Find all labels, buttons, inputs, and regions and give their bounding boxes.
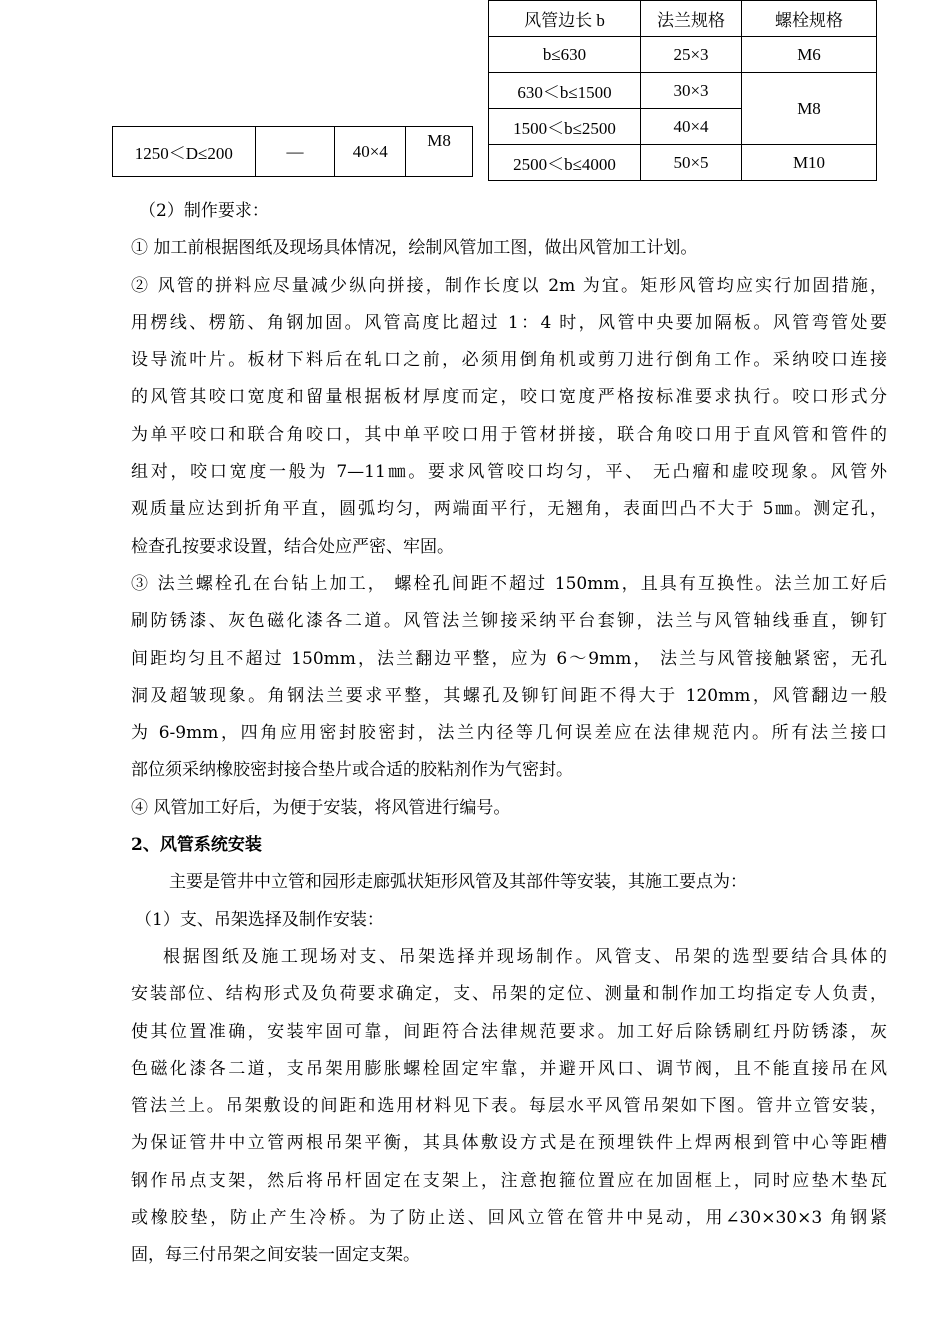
table-row (489, 37, 877, 73)
table-cell: M8 (742, 73, 877, 145)
paragraph-line: 为保证管井中立管两根吊架平衡，其具体敷设方式是在预埋铁件上焊两根到管中心等距槽 (131, 1133, 887, 1154)
paragraph-line: 设导流叶片。板材下料后在轧口之前，必须用倒角机或剪刀进行倒角工作。采纳咬口连接 (131, 350, 887, 371)
table-row (489, 145, 877, 181)
table-cell: M10 (742, 145, 877, 181)
table-cell: 1500＜b≤2500 (489, 109, 641, 145)
paragraph-line: 管法兰上。吊架敷设的间距和选用材料见下表。每层水平风管吊架如下图。管井立管安装， (131, 1096, 887, 1117)
flange-table-round (112, 126, 473, 177)
table-row (489, 73, 877, 109)
table-cell: 630＜b≤1500 (489, 73, 641, 109)
paragraph-line: 组对，咬口宽度一般为 7—11㎜。要求风管咬口均匀，平、 无凸瘤和虚咬现象。风管外 (131, 462, 887, 483)
paragraph-line: 根据图纸及施工现场对支、吊架选择并现场制作。风管支、吊架的选型要结合具体的 (163, 946, 887, 967)
paragraph-line: 色磁化漆各二道，支吊架用膨胀螺栓固定牢靠，并避开风口、调节阀，且不能直接吊在风 (131, 1058, 887, 1079)
table-cell: 30×3 (641, 73, 742, 109)
paragraph-line: 检查孔按要求设置，结合处应严密、牢固。 (131, 536, 454, 557)
column-header: 法兰规格 (641, 1, 742, 37)
paragraph-line: 或橡胶垫，防止产生冷桥。为了防止送、回风立管在管井中晃动，用∠30×30×3 角钢紧 (131, 1208, 887, 1229)
paragraph-line: ② 风管的拼料应尽量减少纵向拼接，制作长度以 2m 为宜。矩形风管均应实行加固措施， (131, 275, 887, 296)
section-title: 风管系统安装 (159, 835, 262, 856)
table-cell: 1250＜D≤200 (113, 127, 256, 177)
paragraph-line: 为 6-9mm，四角应用密封胶密封，法兰内径等几何误差应在法律规范内。所有法兰接口 (131, 723, 887, 744)
table-cell: 2500＜b≤4000 (489, 145, 641, 181)
section-number: 2、 (131, 835, 160, 856)
paragraph-line: 间距均匀且不超过 150mm，法兰翻边平整，应为 6～9mm， 法兰与风管接触紧密，无孔 (131, 648, 887, 669)
paragraph-line: 刷防锈漆、灰色磁化漆各二道。风管法兰铆接采纳平台套铆，法兰与风管轴线垂直，铆钉 (131, 611, 887, 632)
paragraph-line: 使其位置准确，安装牢固可靠，间距符合法律规范要求。加工好后除锈刷红丹防锈漆，灰 (131, 1021, 887, 1042)
table-cell: M6 (742, 37, 877, 73)
paragraph-line: ④ 风管加工好后，为便于安装，将风管进行编号。 (131, 797, 511, 818)
table-cell: 25×3 (641, 37, 742, 73)
table-cell: M8 (406, 127, 473, 177)
subheading: （1）支、吊架选择及制作安装： (135, 909, 384, 930)
paragraph-line: 部位须采纳橡胶密封接合垫片或合适的胶粘剂作为气密封。 (131, 760, 573, 781)
column-header: 螺栓规格 (742, 1, 877, 37)
section-heading (131, 827, 887, 864)
paragraph-line: 的风管其咬口宽度和留量根据板材厚度而定，咬口宽度严格按标准要求执行。咬口形式分 (131, 387, 887, 408)
paragraph-line: 安装部位、结构形式及负荷要求确定，支、吊架的定位、测量和制作加工均指定专人负责， (131, 984, 887, 1005)
table-cell: b≤630 (489, 37, 641, 73)
body-text (131, 193, 887, 1275)
table-header-row (489, 1, 877, 37)
paragraph-line: 主要是管井中立管和园形走廊弧状矩形风管及其部件等安装，其施工要点为： (169, 872, 747, 893)
paragraph-line: ① 加工前根据图纸及现场具体情况，绘制风管加工图，做出风管加工计划。 (131, 238, 698, 259)
paragraph-line: 固，每三付吊架之间安装一固定支架。 (131, 1245, 420, 1266)
paragraph-line: 为单平咬口和联合角咬口，其中单平咬口用于管材拼接，联合角咬口用于直风管和管件的 (131, 424, 887, 445)
table-row (113, 127, 473, 177)
paragraph-line: 观质量应达到折角平直，圆弧均匀，两端面平行，无翘角，表面凹凸不大于 5㎜。测定孔， (131, 499, 887, 520)
table-cell: 40×4 (641, 109, 742, 145)
paragraph-line: 钢作吊点支架，然后将吊杆固定在支架上，注意抱箍位置应在加固框上，同时应垫木垫瓦 (131, 1170, 887, 1191)
column-header: 风管边长 b (489, 1, 641, 37)
paragraph-line: ③ 法兰螺栓孔在台钻上加工， 螺栓孔间距不超过 150mm，且具有互换性。法兰加工好后 (131, 573, 887, 594)
subheading: （2）制作要求： (139, 201, 269, 221)
table-cell: — (255, 127, 335, 177)
flange-table-rect (488, 0, 877, 181)
table-cell: 40×4 (335, 127, 406, 177)
paragraph-line: 用楞线、楞筋、角钢加固。风管高度比超过 1：4 时，风管中央要加隔板。风管弯管处要 (131, 312, 887, 333)
paragraph-line: 洞及超皱现象。角钢法兰要求平整，其螺孔及铆钉间距不得大于 120mm，风管翻边一般 (131, 685, 887, 706)
table-cell: 50×5 (641, 145, 742, 181)
